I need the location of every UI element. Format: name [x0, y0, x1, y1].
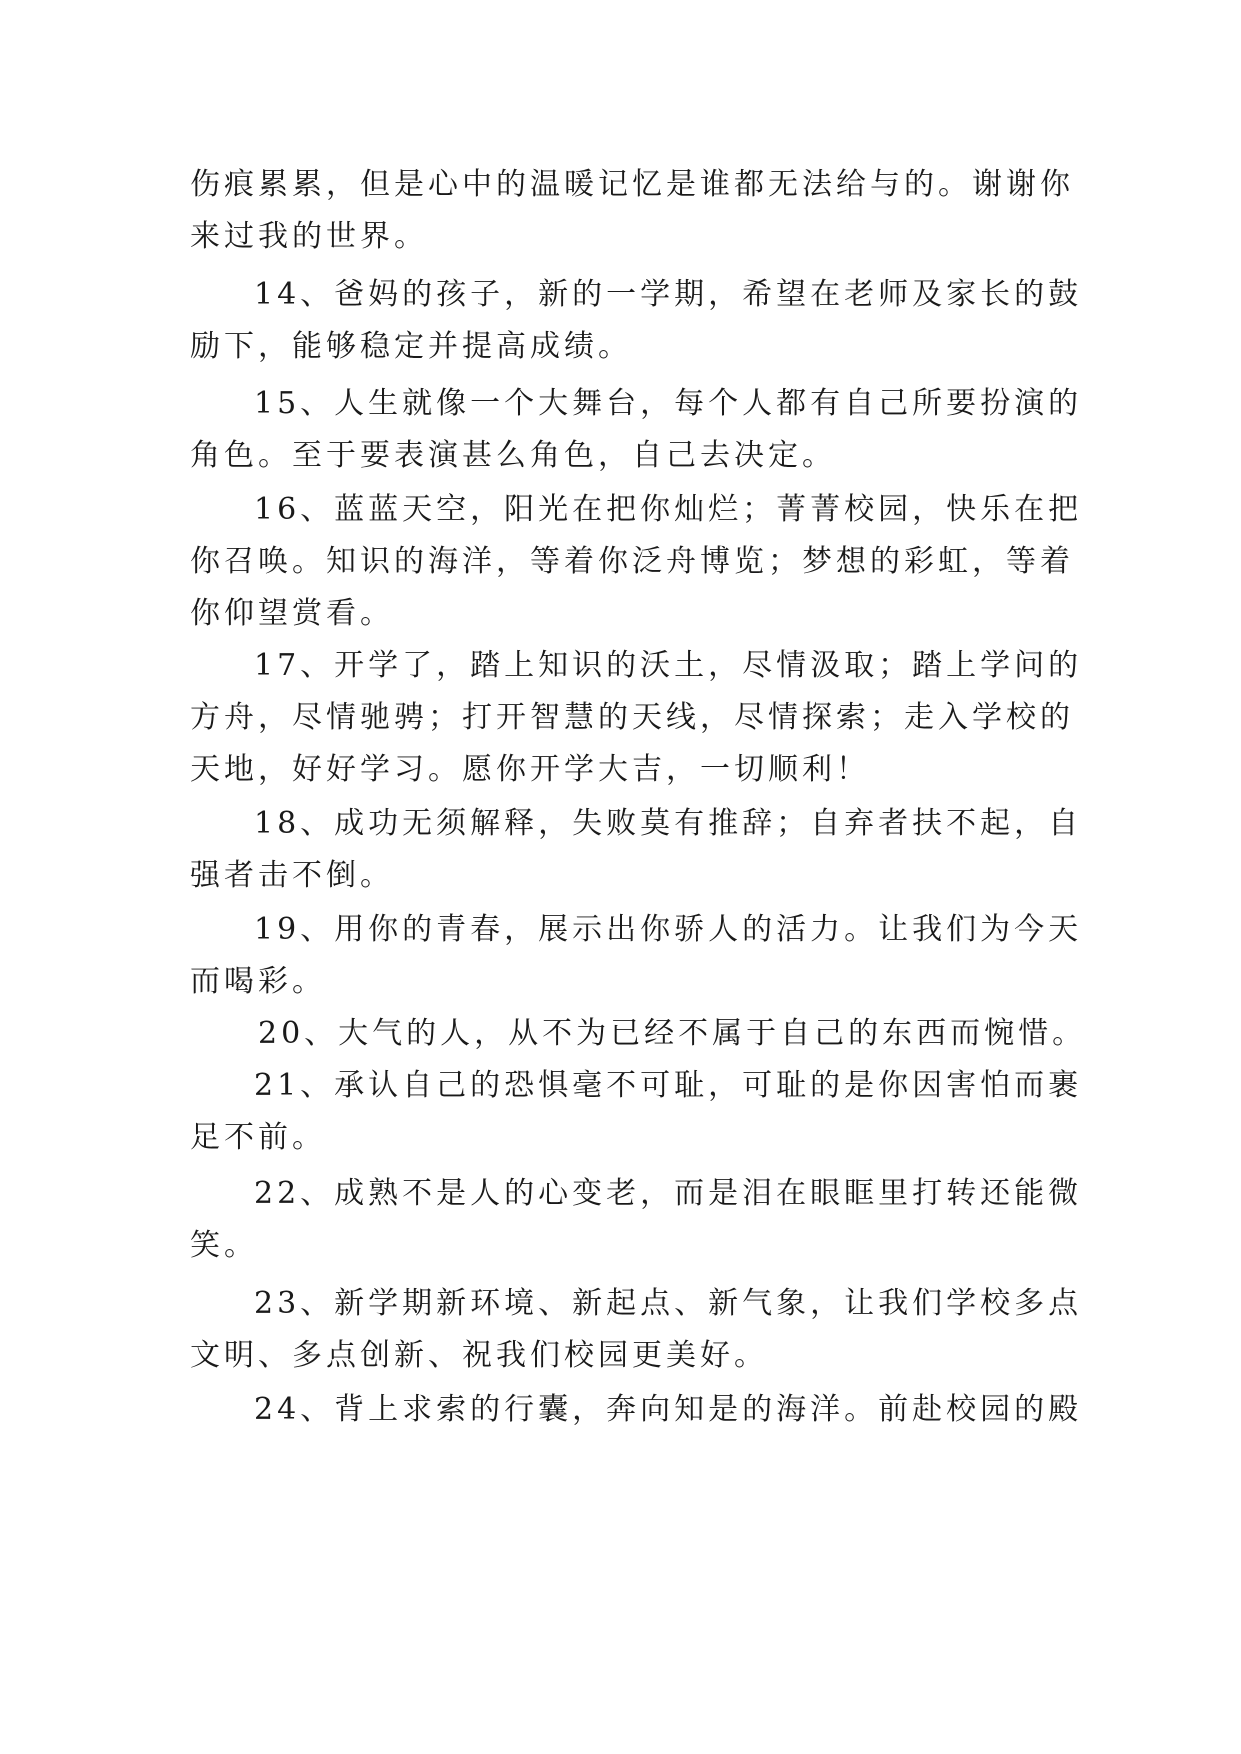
text-line: 20、大气的人，从不为已经不属于自己的东西而惋惜。 [258, 1016, 1087, 1051]
text-line: 14、爸妈的孩子，新的一学期，希望在老师及家长的鼓 [254, 277, 1083, 312]
text-line: 强者击不倒。 [190, 858, 394, 893]
text-line: 16、蓝蓝天空，阳光在把你灿烂；菁菁校园，快乐在把 [254, 492, 1083, 527]
text-line: 22、成熟不是人的心变老，而是泪在眼眶里打转还能微 [254, 1176, 1083, 1211]
text-line: 19、用你的青春，展示出你骄人的活力。让我们为今天 [254, 912, 1083, 947]
text-line: 你召唤。知识的海洋，等着你泛舟博览；梦想的彩虹，等着 [190, 544, 1074, 579]
text-line: 文明、多点创新、祝我们校园更美好。 [190, 1338, 768, 1373]
text-line: 方舟，尽情驰骋；打开智慧的天线，尽情探索；走入学校的 [190, 700, 1074, 735]
text-line: 24、背上求索的行囊，奔向知是的海洋。前赴校园的殿 [254, 1392, 1083, 1427]
text-line: 你仰望赏看。 [190, 596, 394, 631]
text-line: 笑。 [190, 1228, 258, 1263]
text-line: 15、人生就像一个大舞台，每个人都有自己所要扮演的 [254, 386, 1083, 421]
text-line: 伤痕累累，但是心中的温暖记忆是谁都无法给与的。谢谢你 [190, 167, 1074, 202]
text-line: 17、开学了，踏上知识的沃土，尽情汲取；踏上学问的 [254, 648, 1083, 683]
text-line: 角色。至于要表演甚么角色，自己去决定。 [190, 438, 836, 473]
text-line: 来过我的世界。 [190, 219, 428, 254]
text-line: 而喝彩。 [190, 964, 326, 999]
text-line: 21、承认自己的恐惧毫不可耻，可耻的是你因害怕而裹 [254, 1068, 1083, 1103]
text-line: 足不前。 [190, 1120, 326, 1155]
text-line: 天地，好好学习。愿你开学大吉，一切顺利！ [190, 752, 870, 787]
text-line: 励下，能够稳定并提高成绩。 [190, 329, 632, 364]
text-line: 23、新学期新环境、新起点、新气象，让我们学校多点 [254, 1286, 1083, 1321]
text-line: 18、成功无须解释，失败莫有推辞；自弃者扶不起，自 [254, 806, 1083, 841]
